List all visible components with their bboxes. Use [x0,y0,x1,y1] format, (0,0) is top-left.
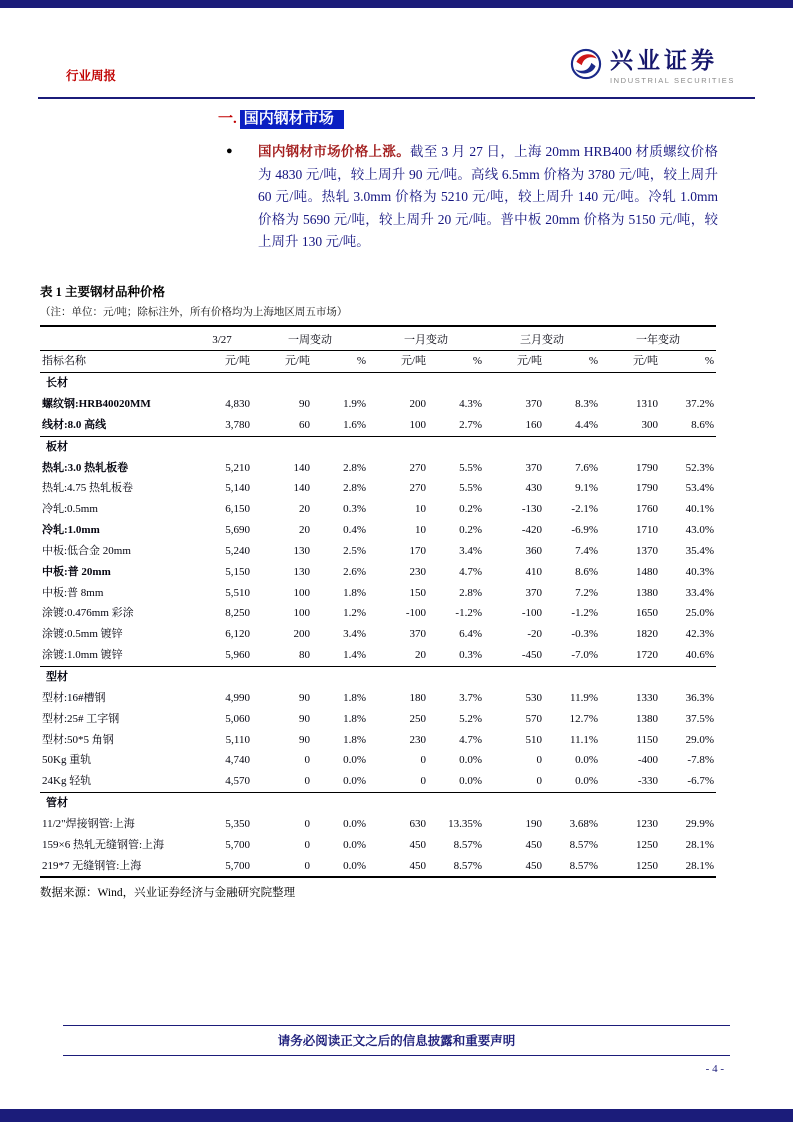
row-value: 1250 [636,859,658,872]
row-value: 510 [525,733,542,746]
row-value: 1310 [636,398,658,411]
row-value: 42.3% [685,628,714,641]
row-value: 0 [304,754,310,767]
row-value: 43.0% [685,524,714,537]
row-value: 90 [299,733,310,746]
row-value: 7.4% [575,544,598,557]
row-value: 1.6% [312,415,368,436]
row-value: 3.4% [343,628,366,641]
row-value: 8.57% [453,838,482,851]
row-value: 8,250 [225,607,250,620]
brand-text [610,48,735,85]
row-value: -420 [521,524,542,537]
row-value: -7.0% [544,645,600,666]
table-row [40,814,716,835]
table-row [40,624,716,645]
row-value: 1790 [636,482,658,495]
row-value: 6,150 [225,503,250,516]
row-value: 2.6% [343,565,366,578]
row-value: 52.3% [685,461,714,474]
col-group-year-change: 一年变动 [600,326,716,351]
page-footer [63,1025,730,1075]
row-value: 1.2% [343,607,366,620]
row-value: 100 [293,607,310,620]
table-row [40,709,716,730]
row-value: 370 [525,461,542,474]
row-value: 0 [252,771,312,792]
row-value: 5,510 [225,586,250,599]
row-label: 涂镀:0.5mm 镀锌 [42,628,123,641]
col-unit: 元/吨 [600,351,660,373]
table-row [40,771,716,792]
row-value: -330 [600,771,660,792]
row-value: 270 [409,461,426,474]
row-label: 中板:普 8mm [42,586,104,599]
summary-text [258,141,718,254]
row-label: 11/2"焊接钢管:上海 [42,817,135,830]
row-value: 2.5% [343,544,366,557]
col-percent: % [660,351,716,373]
row-value: 5,700 [225,838,250,851]
row-value: 33.4% [685,586,714,599]
row-value: 37.2% [685,398,714,411]
row-value: 1820 [636,628,658,641]
row-value: 5,140 [225,482,250,495]
page-header [0,8,793,96]
row-value: 20 [299,524,310,537]
row-value: 4.7% [459,565,482,578]
col-unit: 元/吨 [484,351,544,373]
table-row [40,458,716,479]
row-label: 线材:8.0 高线 [40,415,192,436]
row-value: 0.0% [544,771,600,792]
row-value: 37.5% [685,712,714,725]
table-section-row: 板材 [46,440,68,453]
row-value: 200 [293,628,310,641]
row-value: 0.0% [312,771,368,792]
row-value: 1760 [636,503,658,516]
row-value: 11.9% [569,691,598,704]
row-value: 180 [409,691,426,704]
row-value: 1380 [636,586,658,599]
row-value: 4.4% [544,415,600,436]
row-value: 1370 [636,544,658,557]
row-value: 170 [409,544,426,557]
row-value: 4.3% [459,398,482,411]
brand-name-cn: 兴业证券 [609,48,718,73]
row-value: 140 [293,482,310,495]
row-value: 28.1% [685,838,714,851]
row-value: 60 [252,415,312,436]
row-value: 200 [409,398,426,411]
row-value: 0.0% [459,754,482,767]
row-value: 430 [525,482,542,495]
row-value: 3.7% [459,691,482,704]
row-value: 0 [304,838,310,851]
row-value: 1.8% [343,691,366,704]
row-value: 130 [293,565,310,578]
col-unit: 元/吨 [368,351,428,373]
row-value: 0 [420,754,426,767]
row-value: 300 [600,415,660,436]
row-value: 0.0% [428,771,484,792]
row-value: 20 [299,503,310,516]
section-title-text: 国内钢材市场 [240,110,344,129]
row-value: 10 [415,503,426,516]
summary-body: 截至 3 月 27 日，上海 20mm HRB400 材质螺纹价格为 4830 元/吨，较上周升 90 元/吨。高线 6.5mm 价格为 3780 元/吨，较上周升 60 元/吨。热轧 3.0mm 价格为 5210 元/吨，较上周升 140 元/吨。冷轧 1.0mm 价格为 5690 元/吨，较上周升 20 元/吨。普中板 20mm 价格为 5150 元/吨，较上周升 130 元/吨。 [258,144,719,249]
col-unit: 元/吨 [192,351,252,373]
row-value: 0.0% [343,859,366,872]
row-value: 90 [299,691,310,704]
row-value: 20 [368,645,428,666]
row-label: 24Kg 轻轨 [40,771,192,792]
row-value: 0.0% [343,838,366,851]
empty-corner-cell [40,326,192,351]
row-value: 1790 [636,461,658,474]
table-row [40,730,716,751]
row-value: 250 [409,712,426,725]
price-table [40,325,716,879]
bullet-icon: ● [226,145,233,157]
header-divider [38,97,755,99]
page-body [0,100,793,900]
row-value: 2.7% [428,415,484,436]
row-value: 90 [299,398,310,411]
row-value: 12.7% [569,712,598,725]
data-source-note: 数据来源：Wind，兴业证券经济与金融研究院整理 [40,887,296,900]
row-value: 28.1% [685,859,714,872]
row-value: 270 [409,482,426,495]
row-value: 1.4% [312,645,368,666]
row-label: 热轧:3.0 热轧板卷 [42,461,129,474]
row-value: 410 [525,565,542,578]
row-value: 7.6% [575,461,598,474]
col-percent: % [544,351,600,373]
row-value: 570 [525,712,542,725]
row-value: 1230 [636,817,658,830]
row-value: 450 [525,838,542,851]
row-value: -1.2% [455,607,482,620]
row-value: 0.4% [343,524,366,537]
price-table-body [40,373,716,878]
row-value: 9.1% [575,482,598,495]
row-value: 100 [293,586,310,599]
row-value: 5.5% [459,482,482,495]
row-value: 8.57% [453,859,482,872]
row-value: -100 [521,607,542,620]
row-value: 1480 [636,565,658,578]
table-row [40,520,716,541]
row-value: 11.1% [569,733,598,746]
row-value: 370 [525,398,542,411]
row-value: 370 [525,586,542,599]
row-value: 4,990 [225,691,250,704]
bottom-accent-bar [0,1109,793,1122]
table-row [40,645,716,666]
row-value: 90 [299,712,310,725]
table-row [40,603,716,624]
row-value: 150 [409,586,426,599]
row-value: 0 [536,754,542,767]
brand-logo [570,48,735,85]
row-value: 5.2% [459,712,482,725]
row-value: 1.8% [343,586,366,599]
col-group-quarter-change: 三月变动 [484,326,600,351]
row-value: -7.8% [687,754,714,767]
row-value: 0.0% [575,754,598,767]
row-value: 2.8% [343,461,366,474]
row-value: 0.2% [459,503,482,516]
row-label: 159×6 热轧无缝钢管:上海 [42,838,165,851]
row-value: 8.57% [569,838,598,851]
price-table-block [40,282,716,901]
row-value: 4,830 [225,398,250,411]
row-value: 8.57% [569,859,598,872]
row-value: -1.2% [571,607,598,620]
col-unit: 元/吨 [252,351,312,373]
row-value: 0.2% [459,524,482,537]
table-row [40,394,716,415]
row-value: 35.4% [685,544,714,557]
row-value: 8.6% [575,565,598,578]
col-group-date: 3/27 [192,326,252,351]
row-label: 型材:50*5 角钢 [42,733,114,746]
row-value: 1710 [636,524,658,537]
row-value: 0 [368,771,428,792]
table-note: （注：单位：元/吨；除标注外，所有价格均为上海地区周五市场） [40,306,348,318]
row-value: 1720 [600,645,660,666]
section-heading [218,109,793,129]
table-row [40,499,716,520]
row-value: 1380 [636,712,658,725]
row-value: 2.8% [343,482,366,495]
row-value: -450 [484,645,544,666]
row-value: 4,570 [192,771,252,792]
col-group-week-change: 一周变动 [252,326,368,351]
row-value: 1.9% [343,398,366,411]
row-value: 0 [304,817,310,830]
row-label: 型材:25# 工字钢 [42,712,120,725]
row-label: 219*7 无缝钢管:上海 [42,859,142,872]
row-value: 3.4% [459,544,482,557]
row-value: -400 [637,754,658,767]
table-section-row: 型材 [46,671,68,683]
row-value: 5,060 [225,712,250,725]
table-row [40,583,716,604]
row-value: 29.9% [685,817,714,830]
row-value: 160 [484,415,544,436]
table-title: 表 1 主要钢材品种价格 [40,284,166,299]
table-row [40,688,716,709]
row-value: 5,960 [192,645,252,666]
row-value: 1150 [636,733,658,746]
row-label: 涂镀:1.0mm 镀锌 [40,645,192,666]
col-indicator-name: 指标名称 [40,351,192,373]
row-value: 40.3% [685,565,714,578]
row-value: -100 [405,607,426,620]
row-value: 13.35% [448,817,482,830]
col-percent: % [428,351,484,373]
row-value: 5,110 [225,733,250,746]
row-value: 0 [484,771,544,792]
row-value: 8.3% [575,398,598,411]
row-value: 4,740 [225,754,250,767]
row-value: 3,780 [192,415,252,436]
table-row [40,478,716,499]
row-value: 1330 [636,691,658,704]
row-value: -6.7% [660,771,716,792]
row-value: 370 [409,628,426,641]
row-label: 中板:普 20mm [42,565,111,578]
row-value: 0.3% [428,645,484,666]
row-label: 涂镀:0.476mm 彩涂 [42,607,134,620]
col-percent: % [312,351,368,373]
summary-lead: 国内钢材市场价格上涨。 [258,144,411,159]
table-row [40,562,716,583]
row-value: 7.2% [575,586,598,599]
disclaimer-text: 请务必阅读正文之后的信息披露和重要声明 [277,1034,516,1048]
row-value: 80 [252,645,312,666]
table-section-row: 长材 [46,377,68,390]
row-value: 2.8% [459,586,482,599]
page-number: - 4 - [705,1063,724,1075]
row-value: 25.0% [685,607,714,620]
footer-divider-bottom [63,1055,730,1056]
row-value: 230 [409,733,426,746]
table-group-header-row [40,326,716,351]
row-value: 5.5% [459,461,482,474]
table-row [40,415,716,436]
row-value: 1650 [636,607,658,620]
row-value: 450 [409,859,426,872]
row-value: 190 [525,817,542,830]
report-type-label: 行业周报 [66,69,117,83]
row-value: 0.0% [343,817,366,830]
row-value: 3.68% [569,817,598,830]
row-value: 100 [368,415,428,436]
row-label: 中板:低合金 20mm [42,544,131,557]
row-value: 130 [293,544,310,557]
row-value: 140 [293,461,310,474]
row-label: 冷轧:1.0mm [42,524,100,537]
row-label: 热轧:4.75 热轧板卷 [42,482,134,495]
col-group-month-change: 一月变动 [368,326,484,351]
row-label: 螺纹钢:HRB40020MM [42,398,151,411]
row-value: 6,120 [225,628,250,641]
table-row [40,856,716,878]
row-value: 53.4% [685,482,714,495]
row-value: 450 [409,838,426,851]
row-value: -0.3% [571,628,598,641]
summary-paragraph [226,141,718,254]
row-value: 0.0% [343,754,366,767]
row-value: 4.7% [459,733,482,746]
brand-logo-icon [570,48,602,80]
row-value: 360 [525,544,542,557]
table-row [40,750,716,771]
table-section-row: 管材 [46,797,68,810]
row-label: 50Kg 重轨 [42,754,92,767]
section-number: 一. [218,111,237,127]
row-value: 5,150 [225,565,250,578]
row-value: 36.3% [685,691,714,704]
row-value: 1.8% [343,733,366,746]
row-value: -130 [521,503,542,516]
row-value: 0.3% [343,503,366,516]
row-value: 450 [525,859,542,872]
row-label: 冷轧:0.5mm [42,503,98,516]
row-value: 6.4% [459,628,482,641]
row-value: 10 [415,524,426,537]
row-value: 230 [409,565,426,578]
row-value: -20 [527,628,542,641]
row-value: 1.8% [343,712,366,725]
row-value: 5,210 [225,461,250,474]
table-row [40,541,716,562]
row-value: 40.1% [685,503,714,516]
row-value: 29.0% [685,733,714,746]
row-value: 8.6% [660,415,716,436]
row-value: 5,240 [225,544,250,557]
row-value: 5,700 [225,859,250,872]
row-value: 5,350 [225,817,250,830]
row-value: -6.9% [571,524,598,537]
row-label: 型材:16#槽钢 [42,691,106,704]
row-value: 1250 [636,838,658,851]
table-subheader-row [40,351,716,373]
top-accent-bar [0,0,793,8]
row-value: 530 [525,691,542,704]
row-value: 0 [304,859,310,872]
row-value: 40.6% [660,645,716,666]
row-value: -2.1% [571,503,598,516]
row-value: 630 [409,817,426,830]
brand-name-en: INDUSTRIAL SECURITIES [609,76,735,86]
table-row [40,835,716,856]
row-value: 5,690 [225,524,250,537]
